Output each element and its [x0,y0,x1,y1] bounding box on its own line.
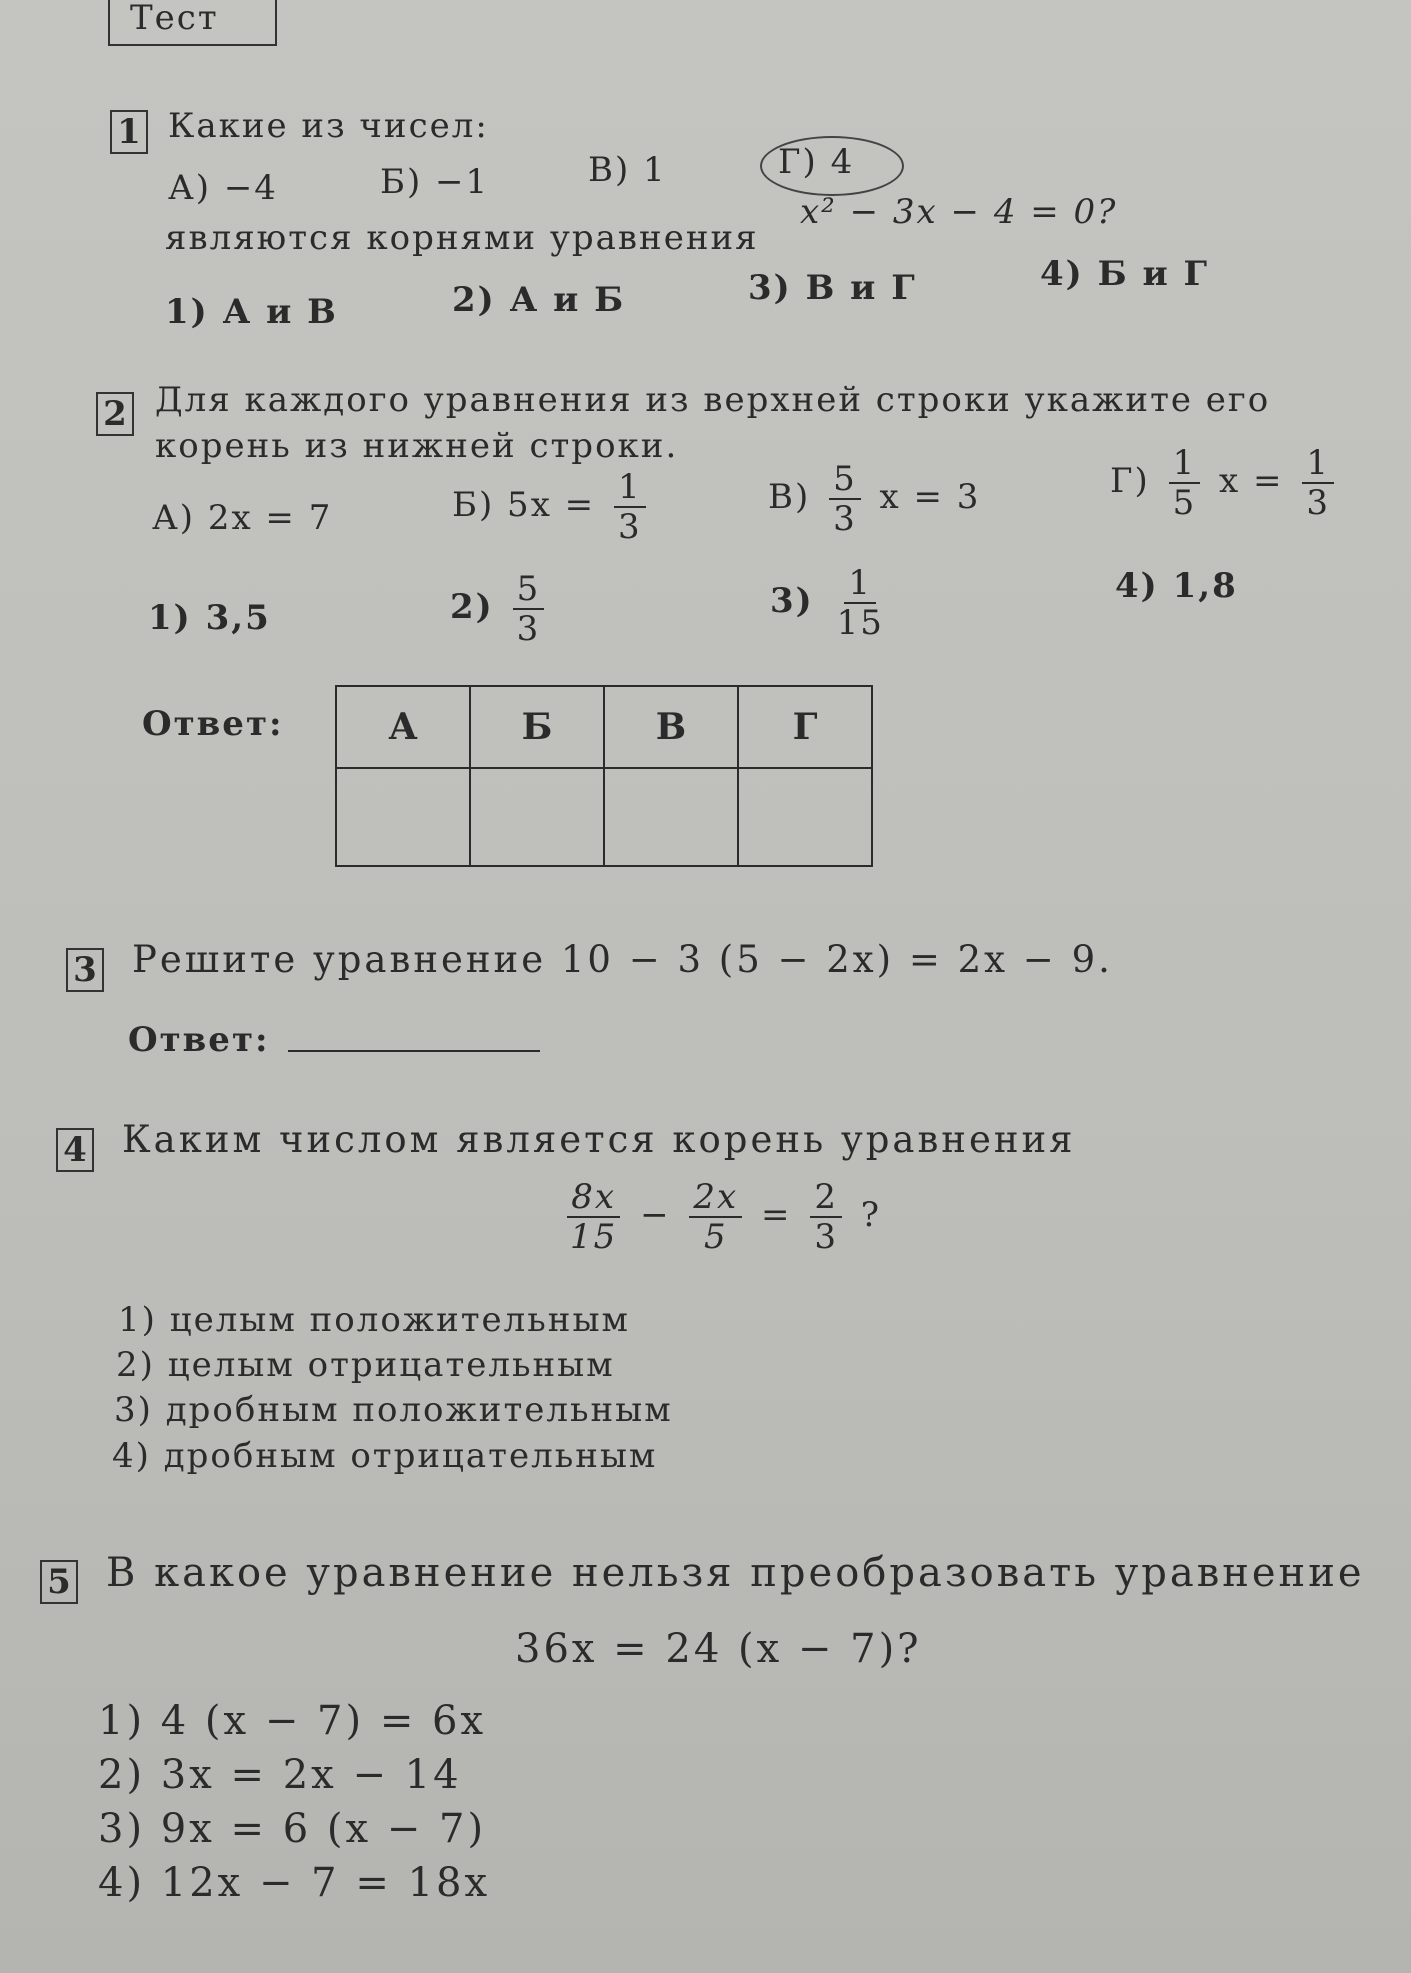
answer-table-header: Г [738,686,872,768]
q2-root-4: 4) 1,8 [1115,566,1238,606]
q2-eq-b-label: Б) 5x = [452,485,596,525]
answer-cell[interactable] [738,768,872,866]
answer-cell[interactable] [336,768,470,866]
frac-numerator: 1 [614,470,646,508]
q2-equation-g [1110,443,1340,523]
q1-answer-3: 3) В и Г [748,268,917,308]
q1-answer-1: 1) А и В [165,292,338,332]
circled-answer-mark [760,136,904,196]
answer-cell[interactable] [470,768,604,866]
q2-eq-g-mid: x = [1219,461,1284,501]
frac-denominator: 3 [1306,483,1330,523]
fraction-2x-5 [689,1177,742,1257]
frac-denominator: 15 [570,1217,618,1257]
q5-equation: 36x = 24 (x − 7)? [515,1626,922,1672]
question-1-number: 1 [110,110,148,154]
answer-table-header: В [604,686,738,768]
q4-option-1: 1) целым положительным [118,1300,630,1340]
q5-option-3: 3) 9x = 6 (x − 7) [98,1806,487,1852]
q2-equation-a: А) 2x = 7 [152,498,333,538]
question-2-prompt-line1: Для каждого уравнения из верхней строки укажите его [155,380,1271,420]
frac-denominator: 5 [1172,483,1197,523]
q1-option-b: Б) −1 [380,162,490,202]
question-5-prompt: В какое уравнение нельзя преобразовать уравнение [106,1550,1365,1596]
answer-cell[interactable] [604,768,738,866]
q4-option-2: 2) целым отрицательным [116,1345,615,1385]
question-5-number: 5 [40,1560,78,1604]
frac-numerator: 5 [829,462,861,500]
q1-equation: x² − 3x − 4 = 0? [800,192,1118,232]
question-2-number: 2 [96,392,134,436]
q3-answer-label: Ответ: [128,1020,270,1060]
q1-option-g: Г) 4 [778,142,855,182]
question-1-prompt: Какие из чисел: [168,106,489,146]
question-2-prompt-line2: корень из нижней строки. [155,426,679,466]
equals-sign: = [761,1195,792,1235]
q1-answer-2: 2) А и Б [452,280,626,320]
q1-option-v: В) 1 [588,150,667,190]
fraction-one-third-right [1302,443,1334,523]
frac-numerator: 2x [689,1180,742,1218]
answer-table-header: Б [470,686,604,768]
answer-table [335,685,873,867]
question-3-prompt: Решите уравнение 10 − 3 (5 − 2x) = 2x − 9. [132,938,1113,981]
q5-option-2: 2) 3x = 2x − 14 [98,1752,462,1798]
test-header-label: Тест [130,0,219,38]
q4-option-3: 3) дробным положительным [114,1390,673,1430]
frac-denominator: 3 [833,499,857,539]
question-3-number: 3 [66,948,104,992]
answer-table-header: А [336,686,470,768]
q2-eq-v-label: В) [768,477,811,517]
q3-answer-line[interactable] [288,1050,540,1052]
question-mark: ? [860,1195,882,1235]
q2-root-2 [450,569,550,649]
fraction-five-thirds-root [513,569,545,649]
fraction-one-fifth [1169,443,1201,523]
frac-numerator: 8x [567,1180,620,1218]
q1-answer-4: 4) Б и Г [1040,254,1209,294]
q2-root-1: 1) 3,5 [148,598,271,638]
frac-denominator: 3 [617,507,642,547]
q2-equation-b [452,467,652,547]
q2-answer-label: Ответ: [142,704,284,744]
q2-eq-g-label: Г) [1110,461,1150,501]
q2-equation-v [768,459,981,539]
q1-option-a: А) −4 [168,168,278,208]
q2-root-3 [770,563,894,643]
fraction-8x-15 [566,1177,621,1257]
q5-option-4: 4) 12x − 7 = 18x [98,1860,491,1906]
frac-numerator: 1 [1302,446,1334,484]
frac-denominator: 5 [703,1217,728,1257]
fraction-five-thirds [829,459,861,539]
frac-numerator: 2 [810,1180,842,1218]
question-4-prompt: Каким числом является корень уравнения [122,1118,1076,1161]
frac-denominator: 3 [516,609,541,649]
frac-numerator: 1 [844,566,876,604]
minus-sign: − [640,1195,671,1235]
frac-numerator: 5 [513,572,545,610]
q4-option-4: 4) дробным отрицательным [112,1436,658,1476]
q1-equation-text: являются корнями уравнения [165,218,759,258]
frac-denominator: 15 [836,603,884,643]
q2-root-3-label: 3) [770,581,814,621]
test-header-box [108,0,277,46]
frac-numerator: 1 [1169,446,1201,484]
fraction-one-fifteenth [833,563,888,643]
q2-root-2-label: 2) [450,587,494,627]
fraction-2-3 [810,1177,842,1257]
q2-eq-v-tail: x = 3 [879,477,981,517]
q4-equation [560,1177,882,1257]
question-4-number: 4 [56,1128,94,1172]
q5-option-1: 1) 4 (x − 7) = 6x [98,1698,487,1744]
frac-denominator: 3 [814,1217,838,1257]
fraction-one-third [614,467,646,547]
